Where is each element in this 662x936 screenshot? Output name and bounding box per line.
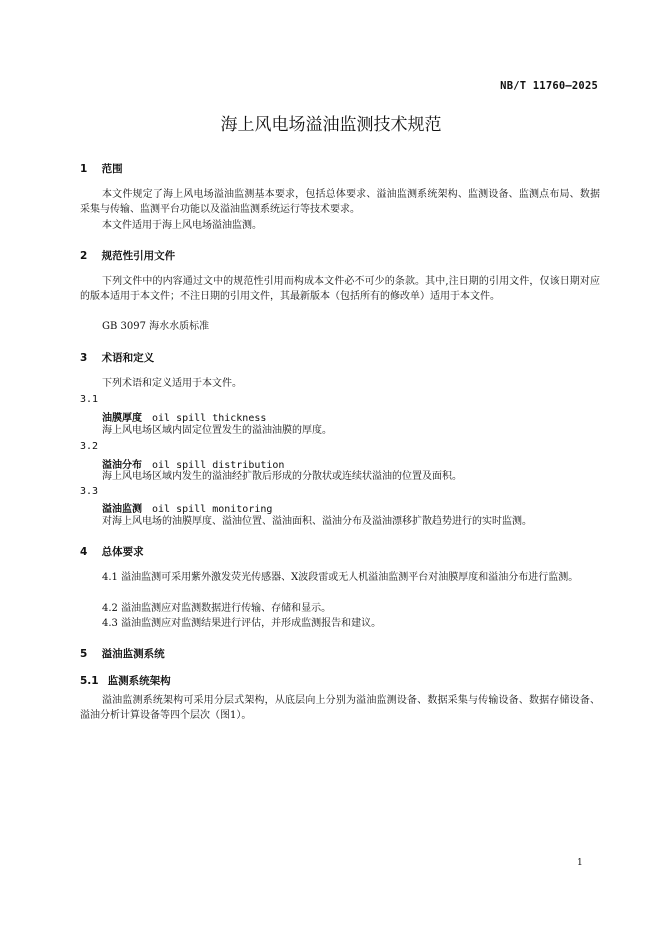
section-5-heading bbox=[80, 646, 165, 661]
term-english: oil spill monitoring bbox=[152, 504, 273, 515]
section-title: 术语和定义 bbox=[101, 352, 155, 364]
normative-reference: GB 3097 海水水质标准 bbox=[102, 321, 210, 332]
section-title: 范围 bbox=[101, 163, 123, 175]
term-entry bbox=[102, 500, 272, 515]
section-4-heading bbox=[80, 544, 144, 559]
term-number: 3.2 bbox=[80, 441, 99, 452]
section-2-heading bbox=[80, 248, 175, 263]
term-definition: 海上风电场区域内发生的溢油经扩散后形成的分散状或连续状溢油的位置及面积。 bbox=[102, 471, 462, 482]
term-entry bbox=[102, 409, 266, 424]
clause-4-2: 4.2 溢油监测应对监测数据进行传输、存储和显示。 bbox=[102, 603, 332, 614]
document-title: 海上风电场溢油监测技术规范 bbox=[220, 115, 442, 135]
subsection-title: 监测系统架构 bbox=[107, 675, 171, 687]
section-title: 规范性引用文件 bbox=[101, 250, 176, 262]
term-definition: 对海上风电场的油膜厚度、溢油位置、溢油面积、溢油分布及溢油漂移扩散趋势进行的实时监测。 bbox=[102, 516, 532, 527]
section-number: 5 bbox=[80, 648, 88, 660]
section-title: 溢油监测系统 bbox=[101, 648, 165, 660]
standard-number: NB/T 11760—2025 bbox=[500, 80, 598, 92]
section-1-paragraph-1: 本文件规定了海上风电场溢油监测基本要求，包括总体要求、溢油监测系统架构、监测设备、监测点布局、数据采集与传输、监测平台功能以及溢油监测系统运行等技术要求。 bbox=[80, 189, 600, 215]
section-number: 1 bbox=[80, 163, 88, 175]
term-chinese: 溢油分布 bbox=[102, 460, 142, 471]
section-number: 4 bbox=[80, 546, 88, 558]
section-2-paragraph-1: 下列文件中的内容通过文中的规范性引用而构成本文件必不可少的条款。其中,注日期的引用文件，仅该日期对应的版本适用于本文件；不注日期的引用文件，其最新版本（包括所有的修改单）适用于本文件。 bbox=[80, 276, 600, 302]
term-english: oil spill distribution bbox=[152, 460, 285, 471]
term-number: 3.3 bbox=[80, 486, 99, 497]
term-entry bbox=[102, 456, 284, 471]
term-chinese: 溢油监测 bbox=[102, 504, 142, 515]
term-number: 3.1 bbox=[80, 394, 99, 405]
section-number: 2 bbox=[80, 250, 88, 262]
section-number: 3 bbox=[80, 352, 88, 364]
term-english: oil spill thickness bbox=[152, 413, 267, 424]
subsection-5-1-heading bbox=[80, 673, 171, 688]
section-1-heading bbox=[80, 161, 123, 176]
section-3-heading bbox=[80, 350, 154, 365]
section-1-paragraph-2: 本文件适用于海上风电场溢油监测。 bbox=[102, 220, 262, 231]
clause-4-1: 4.1 溢油监测可采用紫外激发荧光传感器、X波段雷或无人机溢油监测平台对油膜厚度和溢油分布进行监测。 bbox=[102, 572, 579, 583]
subsection-5-1-paragraph: 溢油监测系统架构可采用分层式架构，从底层向上分别为溢油监测设备、数据采集与传输设备、数据存储设备、溢油分析计算设备等四个层次（图1）。 bbox=[80, 695, 600, 721]
subsection-number: 5.1 bbox=[80, 675, 99, 687]
page-number: 1 bbox=[577, 858, 583, 868]
clause-4-3: 4.3 溢油监测应对监测结果进行评估，并形成监测报告和建议。 bbox=[102, 618, 382, 629]
term-definition: 海上风电场区域内固定位置发生的溢油油膜的厚度。 bbox=[102, 425, 332, 436]
section-3-intro: 下列术语和定义适用于本文件。 bbox=[102, 378, 242, 389]
section-title: 总体要求 bbox=[101, 546, 144, 558]
term-chinese: 油膜厚度 bbox=[102, 413, 142, 424]
